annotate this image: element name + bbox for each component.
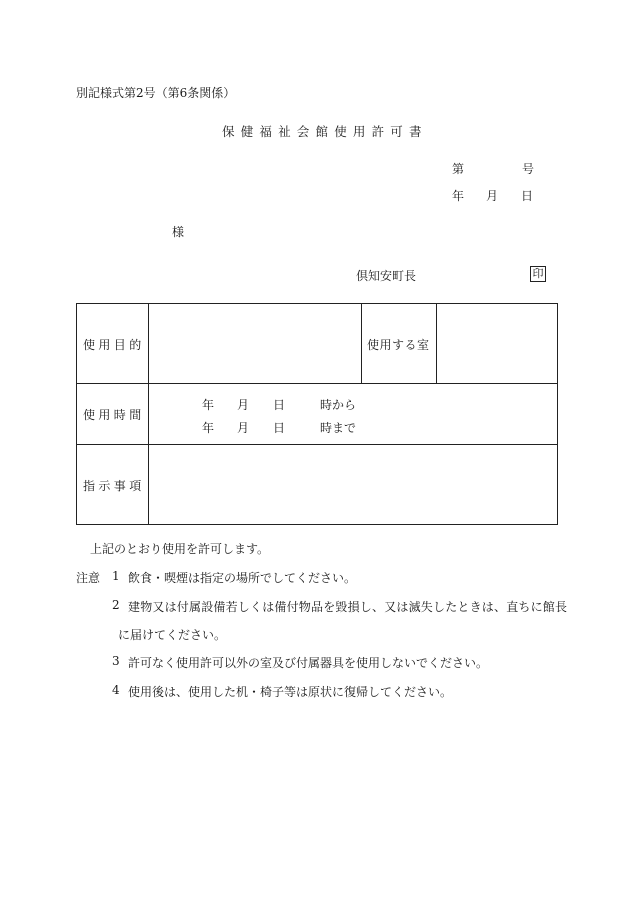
form-reference: 別記様式第2号（第6条関係） — [76, 86, 236, 100]
instructions-label: 指示事項 — [83, 479, 145, 493]
table-column-divider — [148, 304, 149, 524]
note-text: 飲食・喫煙は指定の場所でしてください。 — [128, 571, 357, 585]
note-number: 2 — [112, 598, 120, 612]
time-from-month: 月 — [237, 398, 250, 412]
note-text: 使用後は、使用した机・椅子等は原状に復帰してください。 — [128, 685, 453, 699]
note-number: 4 — [112, 683, 120, 697]
time-to-hour: 時まで — [320, 421, 357, 435]
permit-number-suffix: 号 — [522, 162, 535, 176]
seal-stamp: 印 — [530, 266, 546, 282]
room-label: 使用する室 — [367, 338, 430, 352]
time-from-hour: 時から — [320, 398, 357, 412]
table-row-divider — [77, 383, 557, 384]
permit-number-prefix: 第 — [452, 162, 465, 176]
time-to-year: 年 — [202, 421, 215, 435]
date-day-label: 日 — [521, 189, 534, 203]
addressee-suffix: 様 — [172, 225, 185, 239]
note-text-continuation: に届けてください。 — [118, 628, 227, 642]
notes-heading: 注意 — [76, 571, 101, 585]
date-year-label: 年 — [452, 189, 465, 203]
table-column-divider — [436, 304, 437, 383]
table-row-divider — [77, 444, 557, 445]
table-column-divider — [361, 304, 362, 383]
note-number: 1 — [112, 569, 120, 583]
permission-statement: 上記のとおり使用を許可します。 — [90, 542, 270, 556]
time-label: 使用時間 — [83, 408, 145, 422]
note-text: 建物又は付属設備若しくは備付物品を毀損し、又は滅失したときは、直ちに館長 — [128, 600, 568, 614]
date-month-label: 月 — [486, 189, 499, 203]
note-number: 3 — [112, 654, 120, 668]
permit-table — [76, 303, 558, 525]
time-to-month: 月 — [237, 421, 250, 435]
time-from-year: 年 — [202, 398, 215, 412]
purpose-label: 使用目的 — [83, 338, 145, 352]
time-to-day: 日 — [273, 421, 286, 435]
time-from-day: 日 — [273, 398, 286, 412]
document-title: 保健福祉会館使用許可書 — [222, 124, 428, 139]
issuer-name: 倶知安町長 — [356, 269, 417, 283]
note-text: 許可なく使用許可以外の室及び付属器具を使用しないでください。 — [128, 656, 489, 670]
